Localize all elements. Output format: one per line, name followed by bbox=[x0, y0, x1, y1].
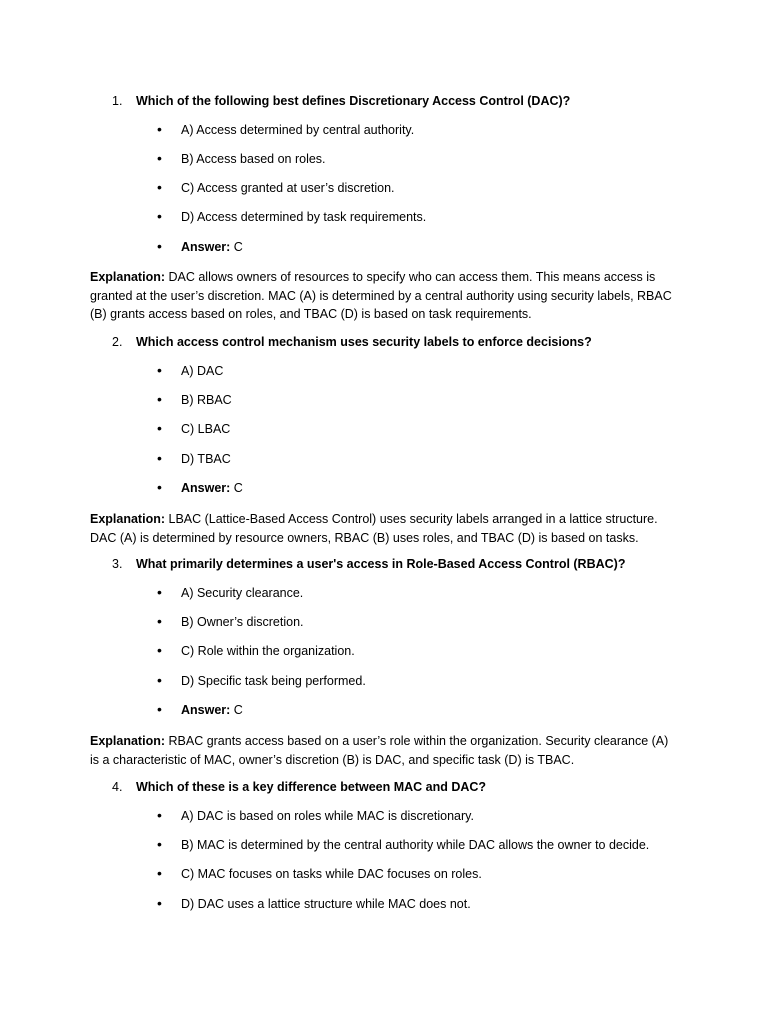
option-text: C) MAC focuses on tasks while DAC focuses on roles. bbox=[181, 867, 482, 881]
question-number: 4. bbox=[112, 780, 123, 794]
question-3 bbox=[112, 557, 625, 571]
option-item bbox=[157, 123, 414, 137]
question-number: 1. bbox=[112, 94, 123, 108]
bullet-icon: • bbox=[157, 672, 162, 688]
option-text: B) RBAC bbox=[181, 393, 232, 407]
bullet-icon: • bbox=[157, 391, 162, 407]
answer-value: C bbox=[230, 481, 243, 495]
answer-label: Answer: bbox=[181, 240, 231, 254]
option-text: B) MAC is determined by the central authority while DAC allows the owner to decide. bbox=[181, 838, 650, 852]
option-text: A) Security clearance. bbox=[181, 586, 304, 600]
option-text: A) Access determined by central authority. bbox=[181, 123, 415, 137]
bullet-icon: • bbox=[157, 208, 162, 224]
question-number: 2. bbox=[112, 335, 123, 349]
option-item bbox=[157, 393, 232, 407]
option-text: D) Specific task being performed. bbox=[181, 674, 366, 688]
bullet-icon: • bbox=[157, 807, 162, 823]
answer-item bbox=[157, 240, 243, 254]
option-item bbox=[157, 867, 482, 881]
option-text: C) Role within the organization. bbox=[181, 644, 355, 658]
question-text: Which of the following best defines Discretionary Access Control (DAC)? bbox=[136, 94, 571, 108]
answer-value: C bbox=[230, 240, 243, 254]
option-item bbox=[157, 674, 366, 688]
explanation-text: DAC allows owners of resources to specify who can access them. This means access is granted at the user’s discretion. MAC (A) is determined by a central authority using security labels, RBAC (B) grants access based on roles, and TBAC (D) is based on task requirements. bbox=[90, 270, 672, 321]
bullet-icon: • bbox=[157, 613, 162, 629]
bullet-icon: • bbox=[157, 179, 162, 195]
bullet-icon: • bbox=[157, 450, 162, 466]
option-item bbox=[157, 586, 303, 600]
option-text: A) DAC bbox=[181, 364, 224, 378]
option-item bbox=[157, 452, 231, 466]
answer-label: Answer: bbox=[181, 481, 231, 495]
option-text: B) Owner’s discretion. bbox=[181, 615, 304, 629]
option-item bbox=[157, 364, 223, 378]
option-item bbox=[157, 809, 474, 823]
option-text: D) TBAC bbox=[181, 452, 231, 466]
explanation-text: RBAC grants access based on a user’s role within the organization. Security clearance (A) is a characteristic of MAC, owner’s discretion (B) is DAC, and specific task (D) is TBAC. bbox=[90, 734, 669, 767]
bullet-icon: • bbox=[157, 895, 162, 911]
option-item bbox=[157, 838, 649, 852]
bullet-icon: • bbox=[157, 642, 162, 658]
option-text: A) DAC is based on roles while MAC is discretionary. bbox=[181, 809, 474, 823]
option-item bbox=[157, 897, 471, 911]
option-text: C) Access granted at user’s discretion. bbox=[181, 181, 395, 195]
option-item bbox=[157, 152, 326, 166]
explanation-label: Explanation: bbox=[90, 734, 166, 748]
option-text: D) DAC uses a lattice structure while MAC does not. bbox=[181, 897, 471, 911]
bullet-icon: • bbox=[157, 701, 162, 717]
question-2 bbox=[112, 335, 592, 349]
answer-label: Answer: bbox=[181, 703, 231, 717]
option-item bbox=[157, 644, 355, 658]
option-item bbox=[157, 615, 304, 629]
bullet-icon: • bbox=[157, 584, 162, 600]
bullet-icon: • bbox=[157, 420, 162, 436]
explanation-3 bbox=[90, 732, 680, 769]
question-text: Which access control mechanism uses security labels to enforce decisions? bbox=[136, 335, 592, 349]
bullet-icon: • bbox=[157, 121, 162, 137]
answer-value: C bbox=[230, 703, 243, 717]
bullet-icon: • bbox=[157, 362, 162, 378]
bullet-icon: • bbox=[157, 238, 162, 254]
question-text: Which of these is a key difference between MAC and DAC? bbox=[136, 780, 487, 794]
explanation-text: LBAC (Lattice-Based Access Control) uses security labels arranged in a lattice structure. DAC (A) is determined by resource owners, RBAC (B) uses roles, and TBAC (D) is based on tasks. bbox=[90, 512, 658, 545]
bullet-icon: • bbox=[157, 479, 162, 495]
option-item bbox=[157, 210, 426, 224]
option-text: D) Access determined by task requirements. bbox=[181, 210, 427, 224]
question-4 bbox=[112, 780, 486, 794]
explanation-label: Explanation: bbox=[90, 270, 166, 284]
question-number: 3. bbox=[112, 557, 123, 571]
bullet-icon: • bbox=[157, 865, 162, 881]
answer-item bbox=[157, 481, 243, 495]
explanation-label: Explanation: bbox=[90, 512, 166, 526]
answer-item bbox=[157, 703, 243, 717]
explanation-1 bbox=[90, 268, 680, 324]
option-item bbox=[157, 422, 230, 436]
bullet-icon: • bbox=[157, 836, 162, 852]
option-item bbox=[157, 181, 395, 195]
option-text: C) LBAC bbox=[181, 422, 231, 436]
option-text: B) Access based on roles. bbox=[181, 152, 326, 166]
bullet-icon: • bbox=[157, 150, 162, 166]
explanation-2 bbox=[90, 510, 680, 547]
question-text: What primarily determines a user's access in Role-Based Access Control (RBAC)? bbox=[136, 557, 626, 571]
question-1 bbox=[112, 94, 570, 108]
